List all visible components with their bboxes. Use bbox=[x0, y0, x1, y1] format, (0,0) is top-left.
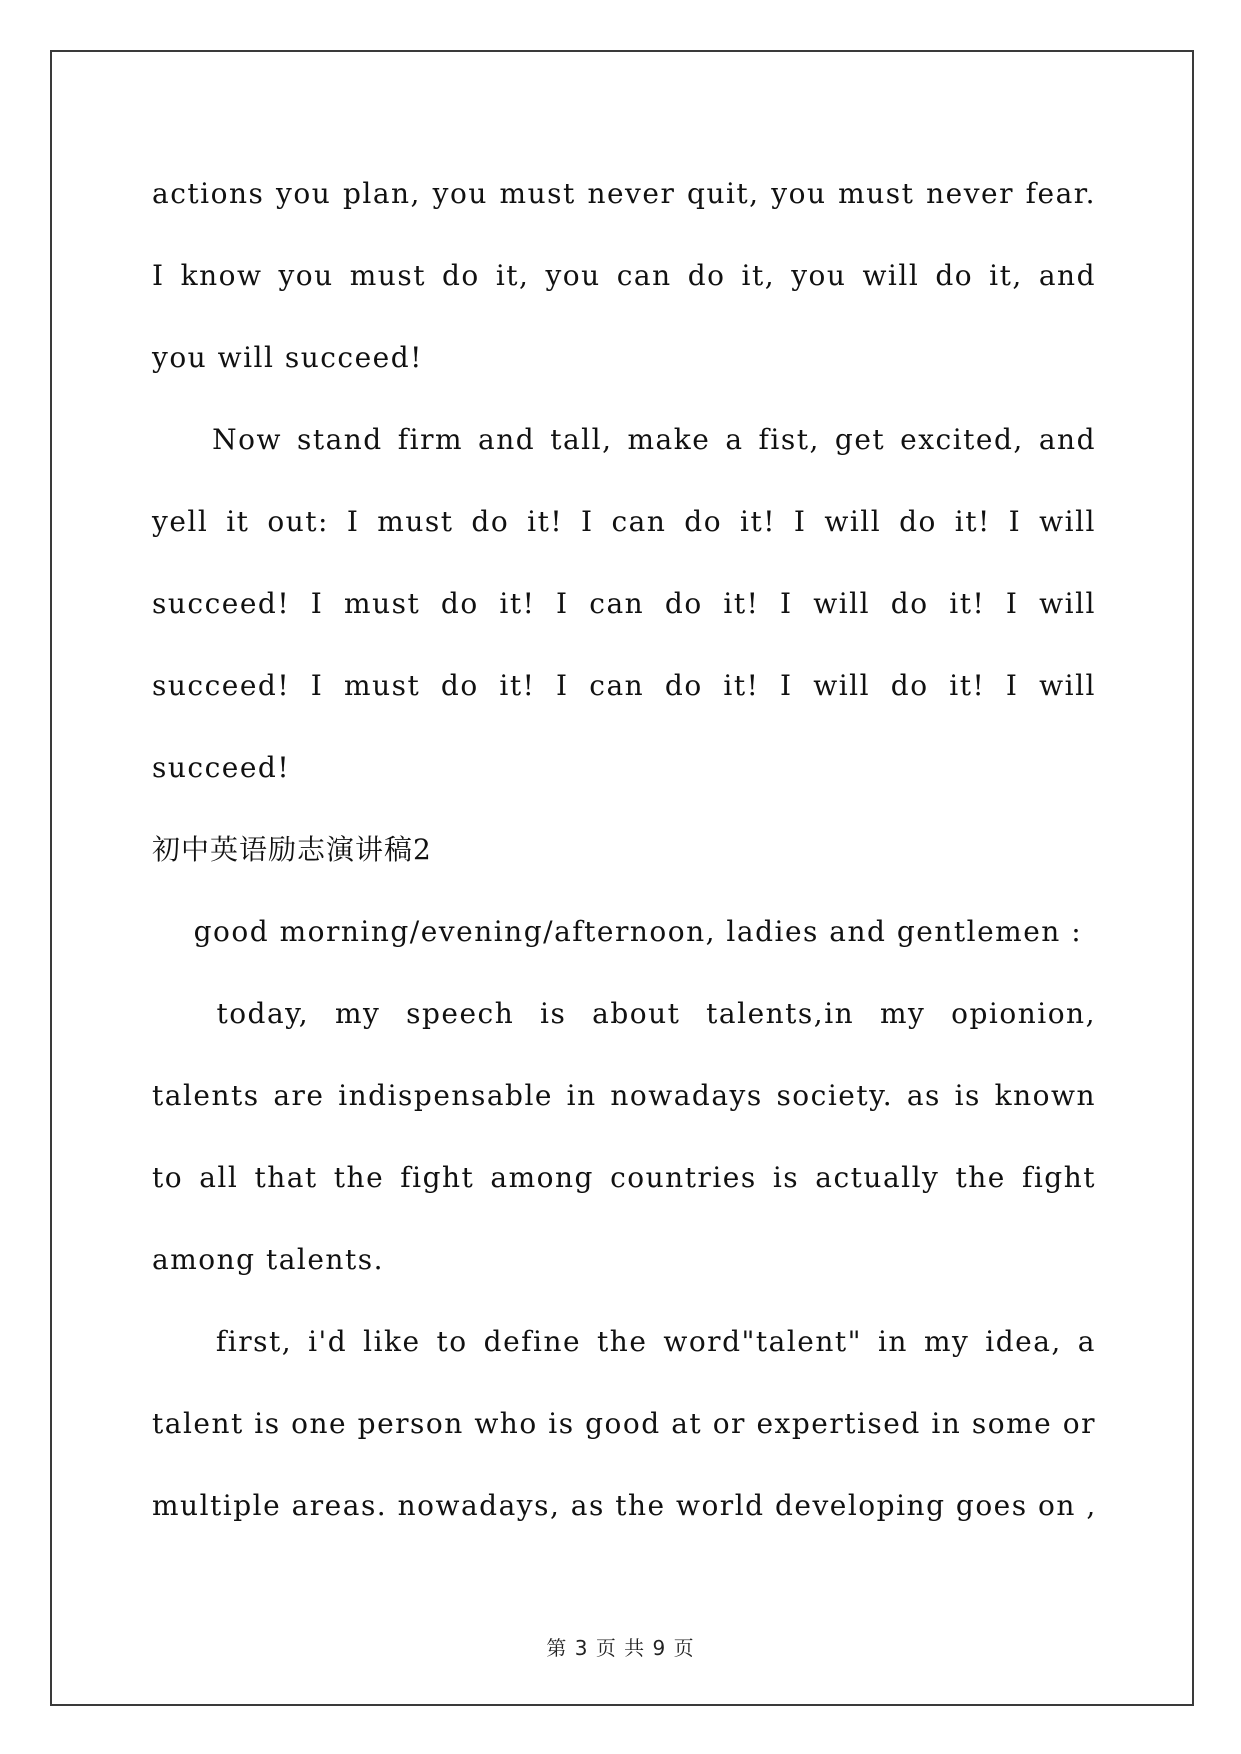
text-line: to all that the fight among countries is actually the fight bbox=[152, 1161, 1096, 1194]
text-line: actions you plan, you must never quit, you must never fear. bbox=[152, 177, 1096, 210]
document-body bbox=[152, 160, 1096, 1554]
section-heading: 初中英语励志演讲稿2 bbox=[152, 833, 432, 866]
text-line: today, my speech is about talents,in my opionion, bbox=[152, 997, 1096, 1030]
text-line: among talents. bbox=[152, 1243, 384, 1276]
text-line: multiple areas. nowadays, as the world developing goes on , bbox=[152, 1489, 1097, 1522]
page-number: 第 3 页 共 9 页 bbox=[546, 1636, 695, 1660]
text-line: first, i'd like to define the word"talent" in my idea, a bbox=[152, 1325, 1096, 1358]
text-line: I know you must do it, you can do it, you will do it, and bbox=[152, 259, 1096, 292]
text-line: succeed! bbox=[152, 751, 291, 784]
text-line: talent is one person who is good at or expertised in some or bbox=[152, 1407, 1096, 1440]
text-line: succeed! I must do it! I can do it! I will do it! I will bbox=[152, 587, 1096, 620]
text-line: yell it out: I must do it! I can do it! I will do it! I will bbox=[152, 505, 1096, 538]
text-line: good morning/evening/afternoon, ladies and gentlemen : bbox=[152, 915, 1083, 948]
text-line: you will succeed! bbox=[152, 341, 423, 374]
text-line: Now stand firm and tall, make a fist, get excited, and bbox=[152, 423, 1096, 456]
text-line: succeed! I must do it! I can do it! I will do it! I will bbox=[152, 669, 1096, 702]
text-line: talents are indispensable in nowadays society. as is known bbox=[152, 1079, 1096, 1112]
